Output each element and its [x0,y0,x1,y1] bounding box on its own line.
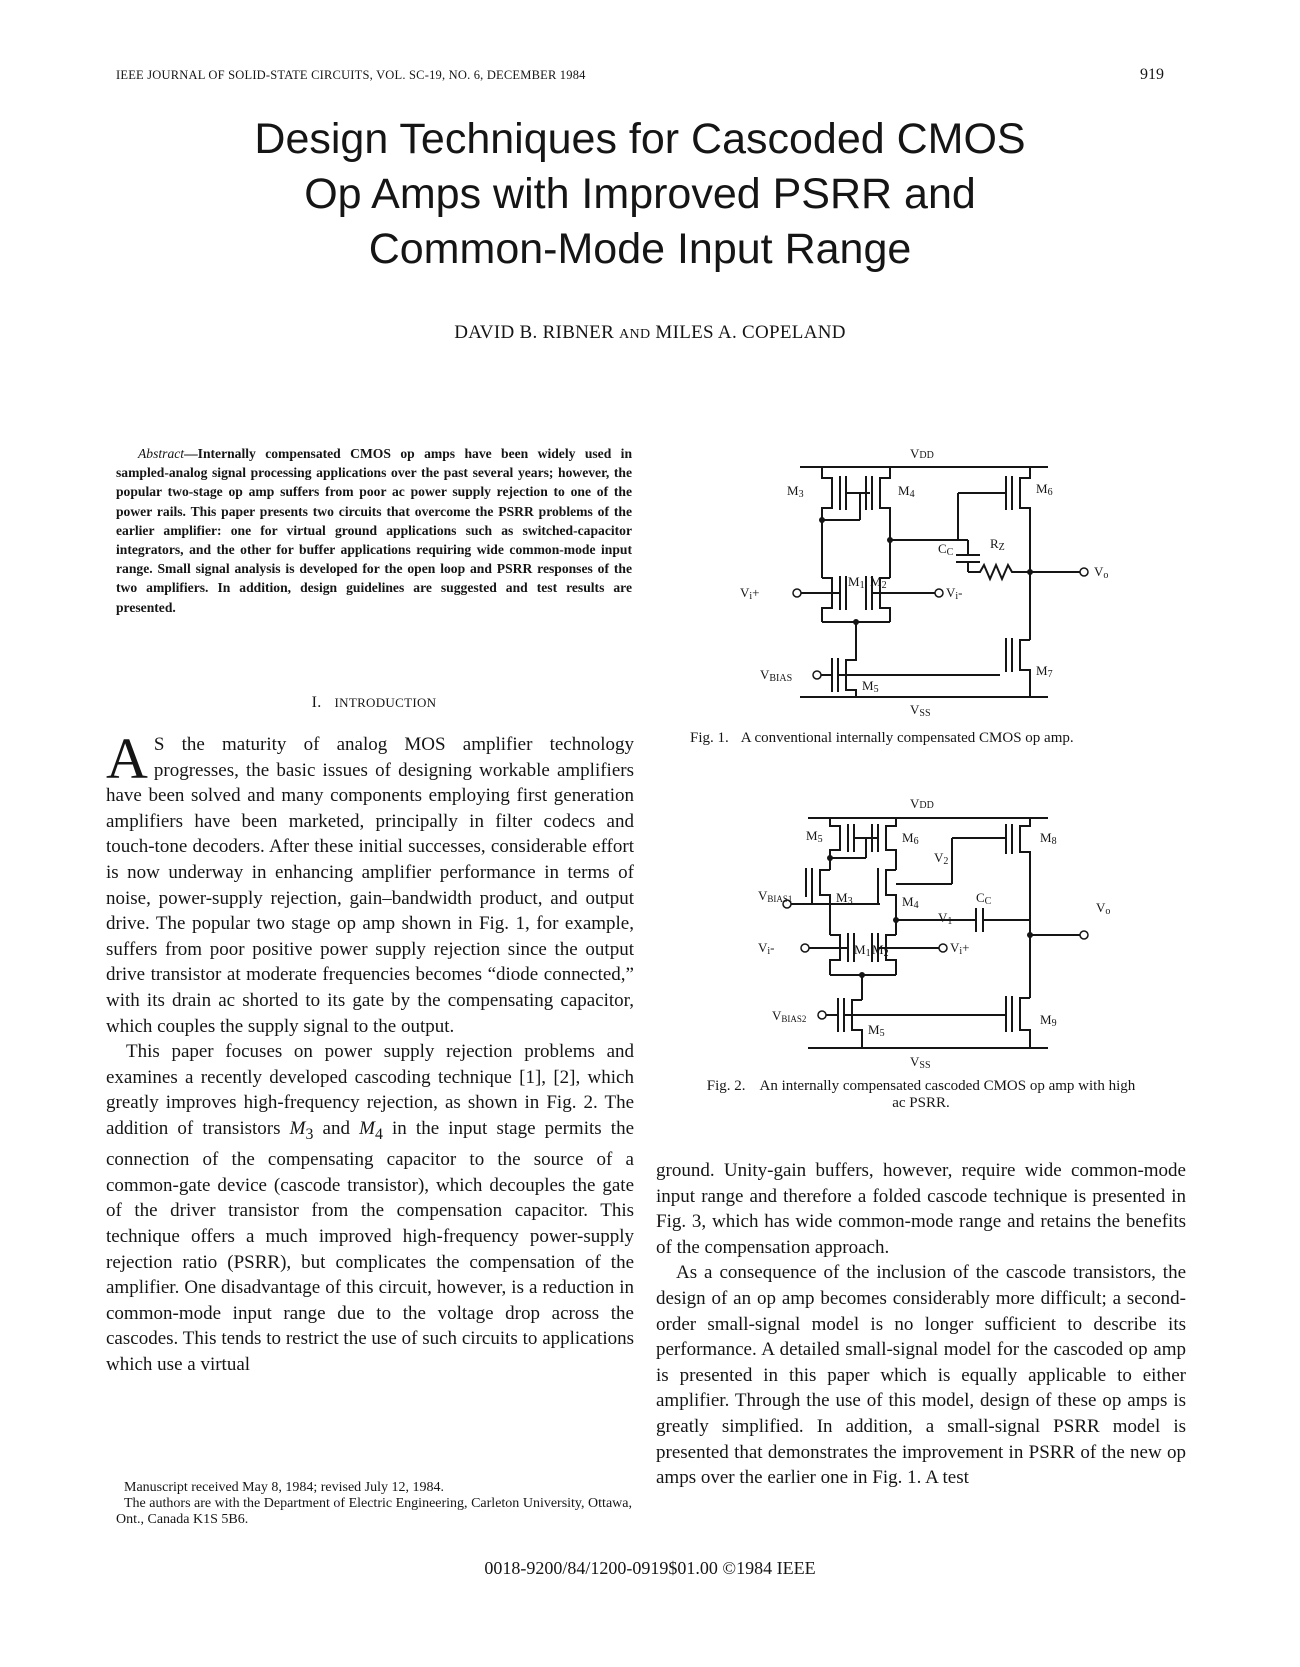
title-line-3: Common-Mode Input Range [368,225,912,273]
author-2: MILES A. COPELAND [655,322,846,343]
fig2-m6-label: M6 [902,830,919,847]
fig1-m2-label: M2 [870,574,887,591]
fig2-m5-top-label: M5 [806,828,823,845]
fig2-v2-label: V2 [934,850,949,867]
paragraph-4: As a consequence of the inclusion of the cascode transistors, the design of an op amp becomes considerably more difficult; a second-order small-signal model is no longer sufficient to describe its performance. A detailed small-signal model for the cascoded op amp is presented in this paper which is equally applicable to either amplifier. Through the use of this model, design of these op amps is greatly simplified. In addition, a small-signal PSRR model is presented that demonstrates the improvement in PSRR of the new op amps over the earlier one in Fig. 1. A test [656,1262,1186,1489]
fig2-vin-plus-label: Vi+ [950,940,970,957]
figure-2-caption-line-2: ac PSRR. [892,1095,950,1111]
drop-cap: A [106,726,148,791]
fig1-vdd-label: VDD [910,446,934,461]
paragraph-1-text: S the maturity of analog MOS amplifier technology progresses, the basic issues of designing workable amplifiers have been solved and many components employing first generation amplifiers have been marketed, principally in filter codecs and touch-tone decoders. After these initial successes, considerable effort is now underway in enhancing amplifier performance in terms of noise, power-supply rejection, gain–bandwidth product, and output drive. The popular two stage op amp shown in Fig. 1, for example, suffers from poor positive power supply rejection since the output drive transistor at moderate frequencies becomes “diode connected,” with its drain ac shorted to its gate by the compensating capacitor, which couples the supply signal to the output. [106,734,634,1037]
fig1-m6-label: M6 [1036,481,1053,498]
title-line-1: Design Techniques for Cascoded CMOS [254,115,1026,163]
fig1-m7-label: M7 [1036,663,1053,680]
fig1-vin-minus-label: Vi- [946,585,963,602]
figure-1-caption-text: A conventional internally compensated CMOS op amp. [740,730,1074,746]
fig2-cc-label: CC [976,890,992,907]
figure-1-caption-label: Fig. 1. [690,730,729,746]
footnote-received: Manuscript received May 8, 1984; revised July 12, 1984. [124,1480,444,1495]
footnote-affiliation: The authors are with the Department of Electric Engineering, Carleton University, Ottawa, Ont., Canada K1S 5B6. [116,1496,632,1527]
fig2-v1-label: V1 [938,910,953,927]
title-line-2: Op Amps with Improved PSRR and [304,170,976,218]
fig1-m4-label: M4 [898,483,915,500]
paragraph-3: ground. Unity-gain buffers, however, require wide common-mode input range and therefore a folded cascode technique is presented in Fig. 3, which has wide common-mode range and retains the benefits of the compensation approach. [656,1160,1186,1258]
author-1: DAVID B. RIBNER [454,322,615,343]
abstract-label: Abstract [138,446,185,461]
fig1-m5-label: M5 [862,678,879,695]
fig1-cc-label: CC [938,541,954,558]
fig2-m1-label: M1 [854,942,871,959]
fig2-m3-label: M3 [836,890,853,907]
fig2-vin-minus-label: Vi- [758,940,775,957]
section-number: I. [311,694,322,711]
symbol-m3-sub: 3 [305,1125,314,1143]
section-title: INTRODUCTION [334,695,437,710]
fig1-vin-plus-label: Vi+ [740,585,760,602]
figure-2-terminals [783,900,1088,1019]
fig2-m2-label: M2 [872,942,889,959]
fig1-rz-label: RZ [990,536,1005,553]
fig1-vss-label: VSS [910,702,931,719]
fig2-vss-label: VSS [910,1054,931,1071]
fig2-m5-label: M5 [868,1022,885,1039]
fig2-vout-label: Vo [1096,900,1111,917]
figure-2-caption [656,1078,1186,1112]
fig2-m4-label: M4 [902,894,919,911]
fig2-vbias2-label: VBIAS2 [772,1008,807,1024]
symbol-m4-sub: 4 [374,1125,383,1143]
running-header: IEEE JOURNAL OF SOLID-STATE CIRCUITS, VOL. SC-19, NO. 6, DECEMBER 1984 [116,68,586,82]
fig1-vbias-label: VBIAS [760,667,793,684]
fig2-m9-label: M9 [1040,1012,1057,1029]
fig2-vbias1-label: VBIAS1 [758,888,793,904]
figure-2-caption-line-1: An internally compensated cascoded CMOS op amp with high [759,1078,1136,1094]
fig1-vout-label: Vo [1094,564,1109,581]
author-conjunction: AND [619,327,651,342]
fig1-m3-label: M3 [787,483,804,500]
fig2-m8-label: M8 [1040,830,1057,847]
fig1-m1-label: M1 [848,574,865,591]
paragraph-2-text-a: This paper focuses on power supply rejection problems and examines a recently developed cascoding technique [1], [2], which greatly improves high-frequency rejection, as shown in Fig. 2. The addition of transistors [106,1041,634,1139]
symbol-m3: M [289,1117,306,1139]
symbol-m4: M [359,1117,375,1139]
figure-2-nodes [827,855,1033,978]
page-number: 919 [1140,66,1164,83]
paragraph-2-text-b: in the input stage permits the connection of the compensating capacitor to the source of a common-gate device (cascode transistor), which decouples the gate of the driver transistor from the compensation capacitor. This technique offers a much improved high-frequency power-supply rejection ratio (PSRR), but complicates the compensation of the amplifier. One disadvantage of this circuit, however, is a reduction in common-mode input range due to the voltage drop across the cascodes. This tends to restrict the use of such circuits to applications which use a virtual [106,1117,635,1376]
paragraph-2-and: and [313,1117,360,1139]
figure-2-caption-label: Fig. 2. [706,1078,746,1094]
abstract-text: —Internally compensated CMOS op amps have been widely used in sampled-analog signal processing applications over the past several years; however, the popular two-stage op amp suffers from poor ac power supply rejection to one of the power rails. This paper presents two circuits that overcome the PSRR problems of the earlier amplifier: one for virtual ground applications such as switched-capacitor integrators, and the other for buffer applications requiring wide common-mode input range. Small signal analysis is developed for the open loop and PSRR responses of the two amplifiers. In addition, design guidelines are suggested and test results are presented. [116,446,632,615]
copyright-line: 0018-9200/84/1200-0919$01.00 ©1984 IEEE [484,1558,816,1578]
fig2-vdd-label: VDD [910,796,934,811]
